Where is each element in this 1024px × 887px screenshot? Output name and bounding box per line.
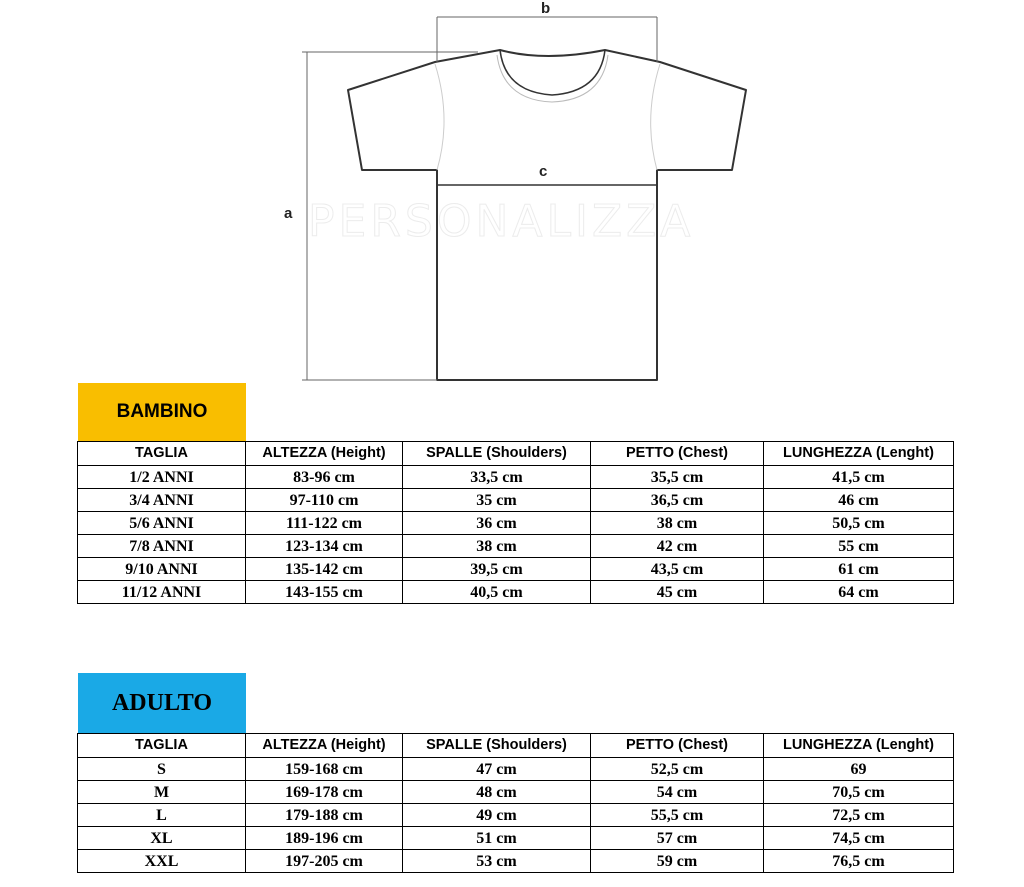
- cell-altezza: 83-96 cm: [246, 466, 403, 489]
- table-row: [78, 804, 954, 827]
- header-altezza: ALTEZZA (Height): [246, 734, 403, 758]
- cell-lunghezza: 64 cm: [764, 581, 954, 604]
- cell-taglia: 11/12 ANNI: [78, 581, 246, 604]
- cell-lunghezza: 74,5 cm: [764, 827, 954, 850]
- cell-spalle: 40,5 cm: [403, 581, 591, 604]
- cell-lunghezza: 72,5 cm: [764, 804, 954, 827]
- cell-taglia: XL: [78, 827, 246, 850]
- adulto-section-label: [78, 673, 246, 733]
- cell-petto: 38 cm: [591, 512, 764, 535]
- watermark-text: PERSONALIZZA: [308, 196, 695, 247]
- header-taglia: TAGLIA: [78, 442, 246, 466]
- header-taglia: TAGLIA: [78, 734, 246, 758]
- cell-altezza: 143-155 cm: [246, 581, 403, 604]
- cell-spalle: 38 cm: [403, 535, 591, 558]
- cell-lunghezza: 61 cm: [764, 558, 954, 581]
- cell-altezza: 123-134 cm: [246, 535, 403, 558]
- header-petto: PETTO (Chest): [591, 442, 764, 466]
- header-petto: PETTO (Chest): [591, 734, 764, 758]
- adulto-title: ADULTO: [111, 689, 213, 716]
- table-row: [78, 489, 954, 512]
- header-lunghezza: LUNGHEZZA (Lenght): [764, 734, 954, 758]
- bambino-section-label: [78, 383, 246, 441]
- cell-taglia: 3/4 ANNI: [78, 489, 246, 512]
- cell-lunghezza: 69: [764, 758, 954, 781]
- cell-altezza: 189-196 cm: [246, 827, 403, 850]
- table-row: [78, 535, 954, 558]
- header-spalle: SPALLE (Shoulders): [403, 442, 591, 466]
- cell-spalle: 47 cm: [403, 758, 591, 781]
- cell-altezza: 97-110 cm: [246, 489, 403, 512]
- cell-petto: 35,5 cm: [591, 466, 764, 489]
- cell-taglia: S: [78, 758, 246, 781]
- cell-taglia: 5/6 ANNI: [78, 512, 246, 535]
- table-row: [78, 781, 954, 804]
- table-header-row: [78, 734, 954, 758]
- cell-taglia: M: [78, 781, 246, 804]
- header-spalle: SPALLE (Shoulders): [403, 734, 591, 758]
- cell-spalle: 35 cm: [403, 489, 591, 512]
- adulto-size-table: [77, 733, 954, 873]
- cell-spalle: 36 cm: [403, 512, 591, 535]
- bambino-title: BAMBINO: [116, 401, 208, 422]
- tshirt-measurement-diagram: [0, 0, 1024, 385]
- cell-spalle: 53 cm: [403, 850, 591, 873]
- cell-petto: 57 cm: [591, 827, 764, 850]
- cell-lunghezza: 76,5 cm: [764, 850, 954, 873]
- dimension-label-c: c: [539, 163, 548, 180]
- cell-taglia: 7/8 ANNI: [78, 535, 246, 558]
- cell-spalle: 51 cm: [403, 827, 591, 850]
- cell-altezza: 179-188 cm: [246, 804, 403, 827]
- table-row: [78, 827, 954, 850]
- table-header-row: [78, 442, 954, 466]
- cell-altezza: 169-178 cm: [246, 781, 403, 804]
- cell-lunghezza: 55 cm: [764, 535, 954, 558]
- cell-taglia: 9/10 ANNI: [78, 558, 246, 581]
- cell-altezza: 135-142 cm: [246, 558, 403, 581]
- cell-spalle: 33,5 cm: [403, 466, 591, 489]
- header-lunghezza: LUNGHEZZA (Lenght): [764, 442, 954, 466]
- bambino-size-table: [77, 441, 954, 604]
- table-row: [78, 850, 954, 873]
- cell-lunghezza: 50,5 cm: [764, 512, 954, 535]
- cell-petto: 36,5 cm: [591, 489, 764, 512]
- cell-spalle: 48 cm: [403, 781, 591, 804]
- table-row: [78, 581, 954, 604]
- cell-taglia: XXL: [78, 850, 246, 873]
- cell-spalle: 49 cm: [403, 804, 591, 827]
- dimension-label-a: a: [284, 205, 293, 222]
- table-row: [78, 512, 954, 535]
- cell-lunghezza: 70,5 cm: [764, 781, 954, 804]
- dimension-label-b: b: [541, 0, 551, 17]
- header-altezza: ALTEZZA (Height): [246, 442, 403, 466]
- cell-petto: 45 cm: [591, 581, 764, 604]
- cell-petto: 42 cm: [591, 535, 764, 558]
- cell-lunghezza: 41,5 cm: [764, 466, 954, 489]
- cell-petto: 52,5 cm: [591, 758, 764, 781]
- table-row: [78, 558, 954, 581]
- cell-taglia: 1/2 ANNI: [78, 466, 246, 489]
- cell-petto: 55,5 cm: [591, 804, 764, 827]
- cell-altezza: 197-205 cm: [246, 850, 403, 873]
- cell-altezza: 159-168 cm: [246, 758, 403, 781]
- table-row: [78, 758, 954, 781]
- cell-altezza: 111-122 cm: [246, 512, 403, 535]
- table-row: [78, 466, 954, 489]
- cell-lunghezza: 46 cm: [764, 489, 954, 512]
- cell-spalle: 39,5 cm: [403, 558, 591, 581]
- cell-petto: 54 cm: [591, 781, 764, 804]
- cell-petto: 59 cm: [591, 850, 764, 873]
- cell-petto: 43,5 cm: [591, 558, 764, 581]
- cell-taglia: L: [78, 804, 246, 827]
